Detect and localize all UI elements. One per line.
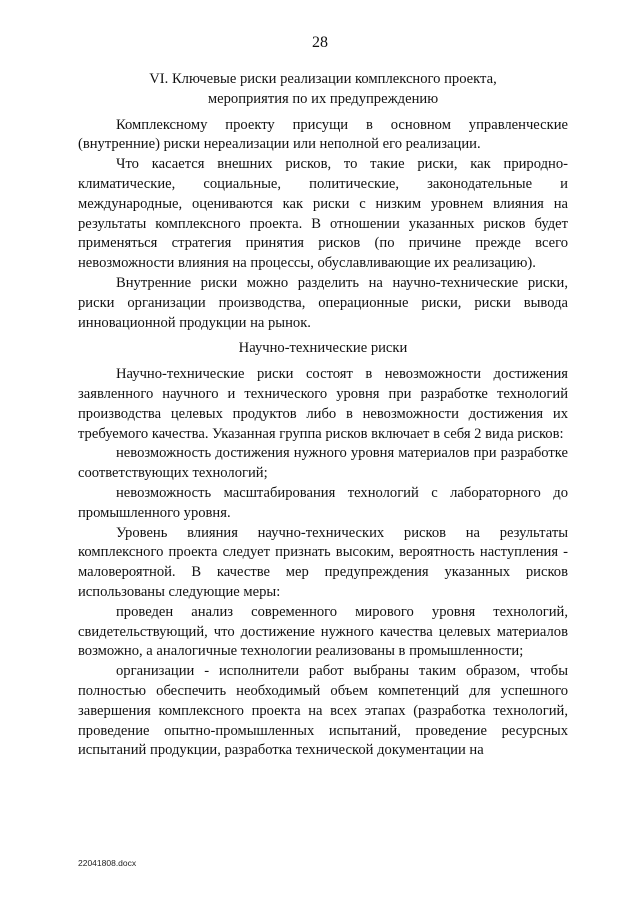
paragraph: Научно-технические риски состоят в невозможности достижения заявленного научного и технического уровня при разработке технологий производства целевых продуктов либо в невозможности достижения их требуемого качества. Указанная группа рисков включает в себя 2 вида рисков:: [78, 366, 568, 442]
section-heading-line-2: мероприятия по их предупреждению: [207, 90, 439, 107]
page-number: 28: [312, 34, 328, 51]
list-item: организации - исполнители работ выбраны таким образом, чтобы полностью обеспечить необходимый объем компетенций для успешного завершения комплексного проекта на всех этапах (разработка технологий, проведение опытно-промышленных испытаний, проведение ресурсных испытаний продукции, разработка технической документации на: [78, 663, 568, 759]
list-item: невозможность масштабирования технологий с лабораторного до промышленного уровня.: [78, 484, 568, 521]
list-item: невозможность достижения нужного уровня материалов при разработке соответствующих технологий;: [78, 445, 568, 482]
footer-filename: 22041808.docx: [78, 858, 137, 868]
section-heading: [78, 70, 568, 110]
paragraph: Что касается внешних рисков, то такие риски, как природно-климатические, социальные, политические, законодательные и международные, оцениваются как риски с низким уровнем влияния на результаты комплексного проекта. В отношении указанных рисков будет применяться стратегия принятия рисков (по причине прежде всего невозможности влияния на процессы, обуславливающие их реализацию).: [78, 156, 568, 272]
document-body: [78, 70, 568, 761]
paragraph: Комплексному проекту присущи в основном управленческие (внутренние) риски нереализации или неполной его реализации.: [78, 116, 568, 153]
list-item: проведен анализ современного мирового уровня технологий, свидетельствующий, что достижение нужного качества целевых материалов возможно, а аналогичные технологии реализованы в промышленности;: [78, 603, 568, 660]
subsection-heading: Научно-технические риски: [238, 340, 408, 357]
paragraph: Уровень влияния научно-технических рисков на результаты комплексного проекта следует признать высоким, вероятность наступления - маловероятной. В качестве мер предупреждения указанных рисков использованы следующие меры:: [78, 524, 568, 600]
section-heading-line-1: VI. Ключевые риски реализации комплексного проекта,: [149, 71, 497, 87]
paragraph: Внутренние риски можно разделить на научно-технические риски, риски организации производства, операционные риски, риски вывода инновационной продукции на рынок.: [78, 274, 568, 331]
